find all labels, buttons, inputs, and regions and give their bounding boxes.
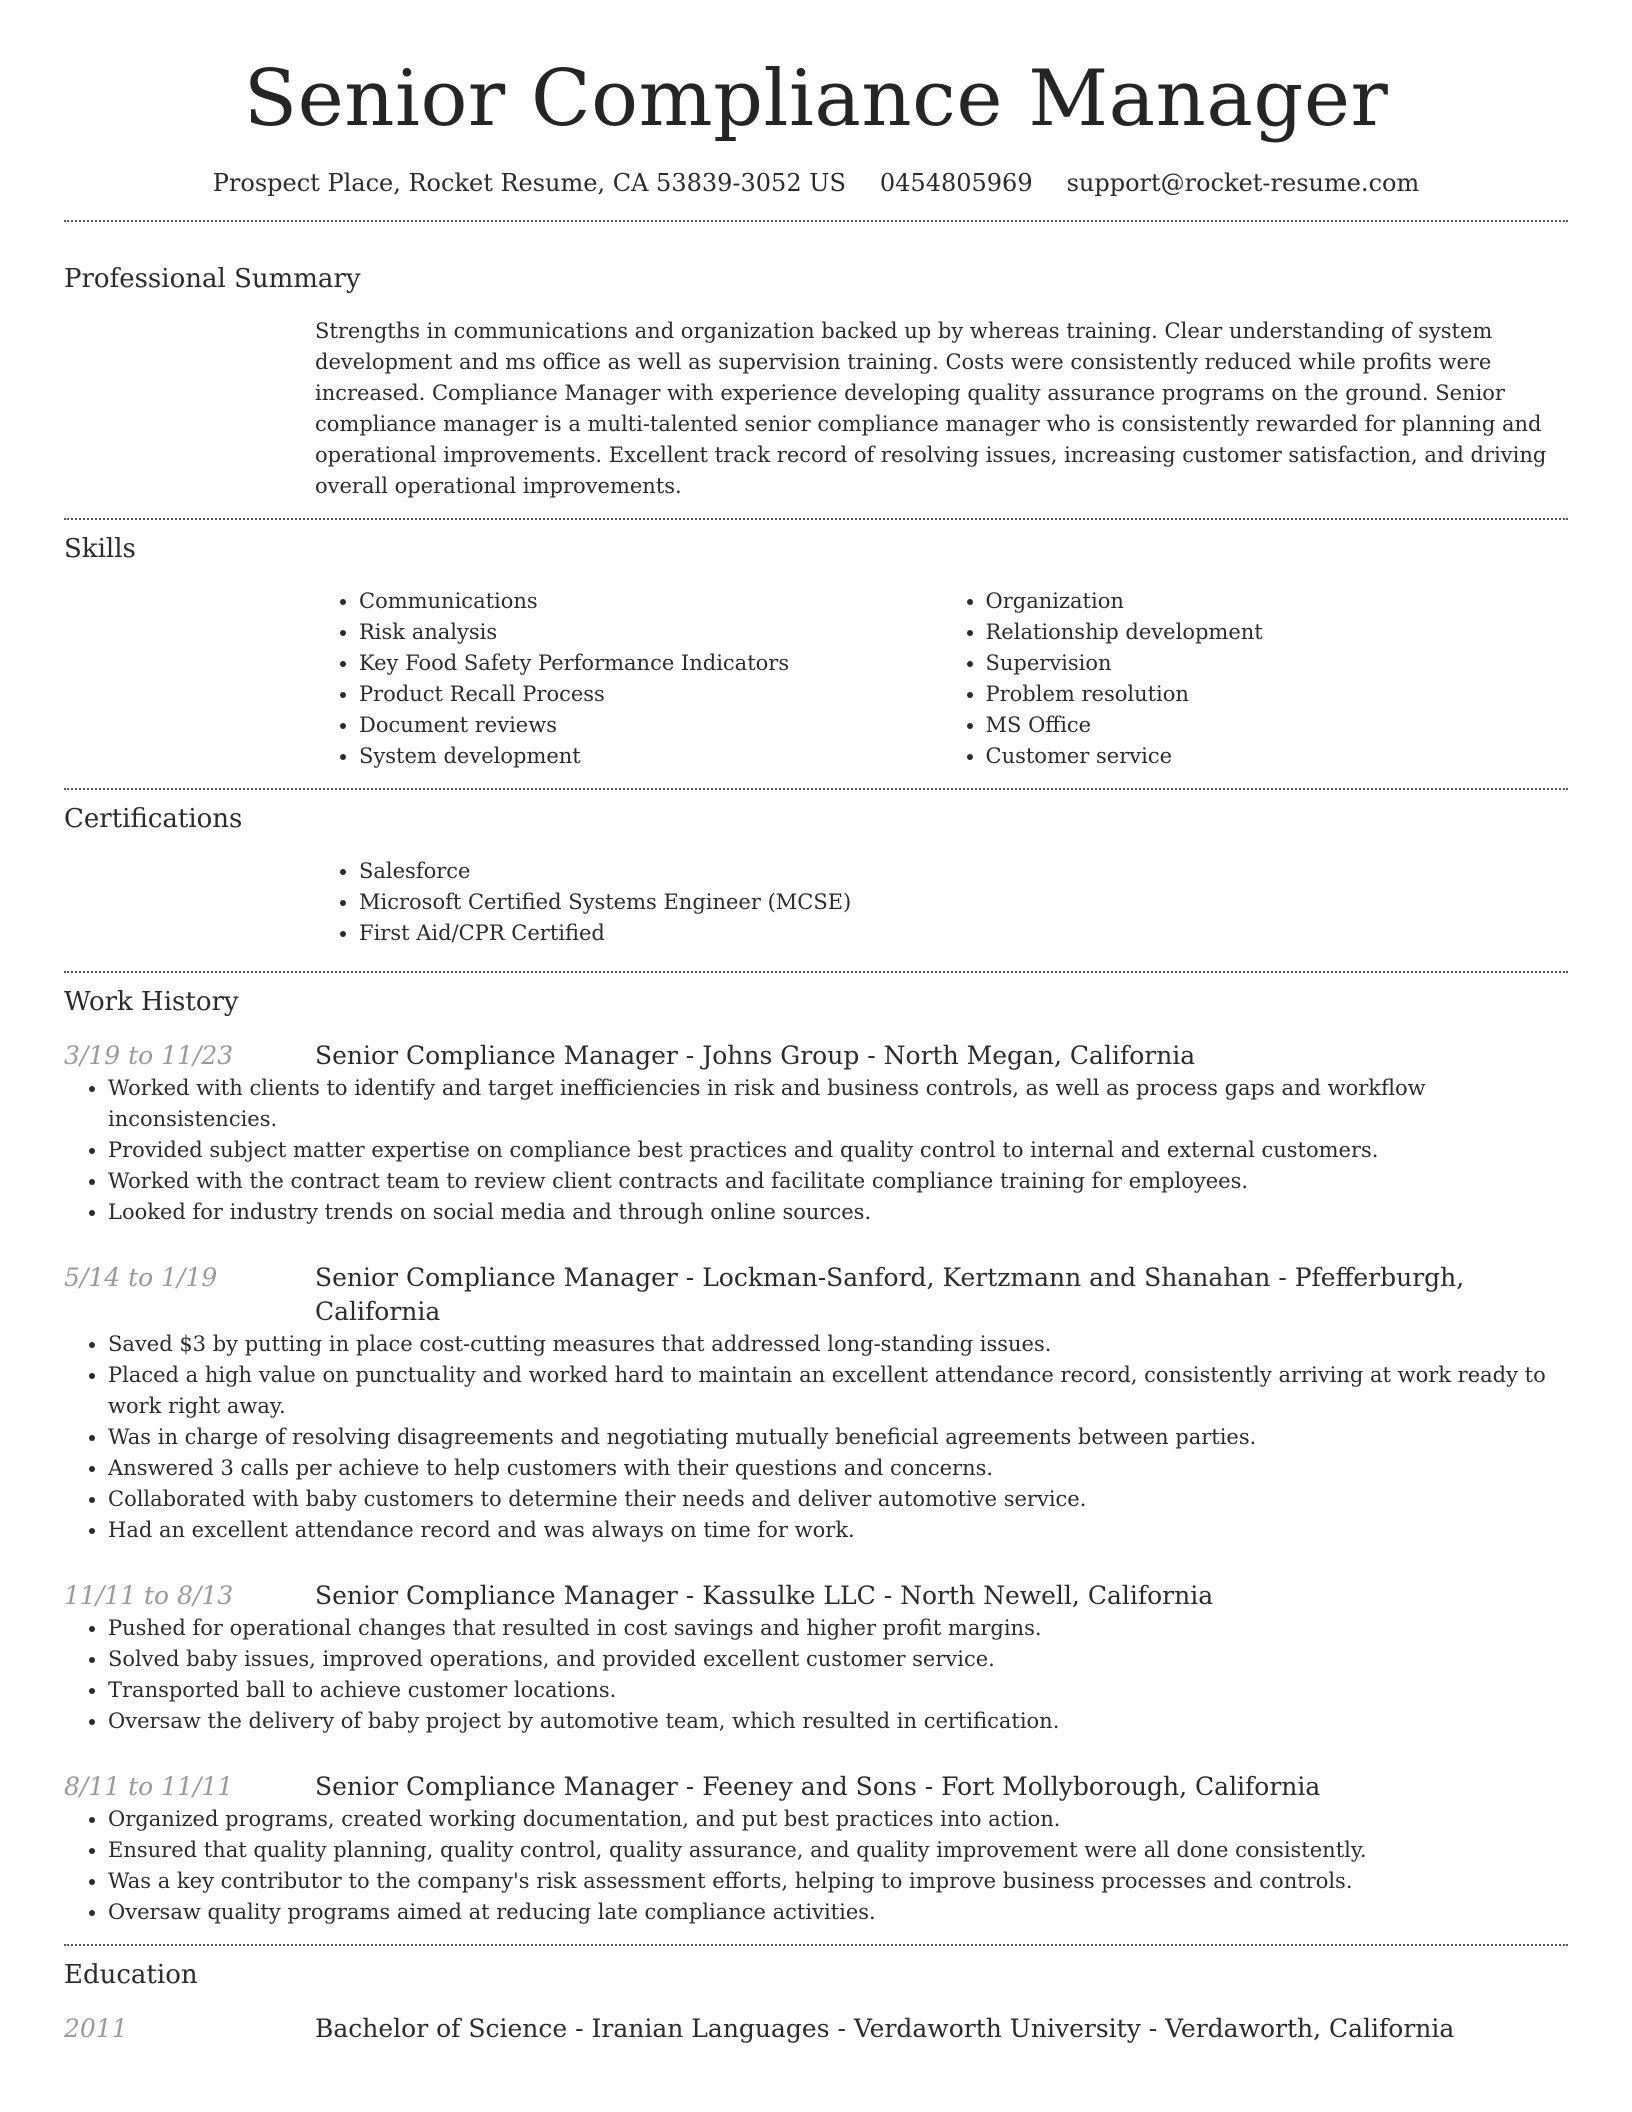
job-entry [64, 1770, 1568, 1928]
job-bullets [64, 1329, 1568, 1546]
section-title-work-history: Work History [64, 987, 239, 1017]
skill-item: • Communications [359, 586, 942, 617]
skill-item: • Supervision [986, 648, 1569, 679]
contact-address: Prospect Place, Rocket Resume, CA 53839-3052 US [212, 169, 846, 197]
contact-email: support@rocket-resume.com [1066, 169, 1420, 197]
skills-list [315, 586, 1568, 772]
job-bullet: • Provided subject matter expertise on compliance best practices and quality control to internal and external customers. [108, 1135, 1568, 1166]
skill-item: • Document reviews [359, 710, 942, 741]
section-title-certifications: Certifications [64, 804, 243, 834]
job-header [64, 1579, 1568, 1613]
section-title-summary: Professional Summary [64, 264, 361, 294]
resume-page [64, 0, 1568, 2046]
job-entry [64, 1579, 1568, 1737]
job-dates: 5/14 to 1/19 [64, 1263, 218, 1292]
job-bullets [64, 1804, 1568, 1928]
certification-item: • Salesforce [359, 856, 1568, 887]
skill-item: • Organization [986, 586, 1569, 617]
job-bullet: • Saved $3 by putting in place cost-cutting measures that addressed long-standing issues. [108, 1329, 1568, 1360]
job-bullet: • Looked for industry trends on social media and through online sources. [108, 1197, 1568, 1228]
job-entry [64, 1261, 1568, 1546]
skill-item: • Relationship development [986, 617, 1569, 648]
skill-item: • Product Recall Process [359, 679, 942, 710]
job-bullet: • Worked with the contract team to review client contracts and facilitate compliance training for employees. [108, 1166, 1568, 1197]
certification-item: • First Aid/CPR Certified [359, 918, 1568, 949]
job-bullet: • Was in charge of resolving disagreements and negotiating mutually beneficial agreements between parties. [108, 1422, 1568, 1453]
section-divider [64, 220, 1568, 222]
education-section [64, 1958, 1568, 2046]
section-divider [64, 971, 1568, 973]
certifications-list [315, 856, 1568, 949]
skill-item: • Risk analysis [359, 617, 942, 648]
education-entry [64, 2012, 1568, 2046]
job-dates: 3/19 to 11/23 [64, 1041, 234, 1070]
job-bullet: • Organized programs, created working documentation, and put best practices into action. [108, 1804, 1568, 1835]
job-title: Senior Compliance Manager - Kassulke LLC - North Newell, California [315, 1581, 1214, 1610]
job-bullet: • Solved baby issues, improved operations, and provided excellent customer service. [108, 1644, 1568, 1675]
summary-section [64, 262, 1568, 502]
job-bullets [64, 1613, 1568, 1737]
contact-line [64, 167, 1568, 199]
section-divider [64, 518, 1568, 520]
job-header [64, 1261, 1568, 1329]
job-bullet: • Had an excellent attendance record and was always on time for work. [108, 1515, 1568, 1546]
summary-body [315, 316, 1568, 502]
education-date: 2011 [64, 2014, 128, 2043]
skills-column-left [315, 586, 942, 772]
job-bullet: • Oversaw the delivery of baby project by automotive team, which resulted in certification. [108, 1706, 1568, 1737]
job-bullet: • Ensured that quality planning, quality control, quality assurance, and quality improvement were all done consistently. [108, 1835, 1568, 1866]
job-entry [64, 1039, 1568, 1228]
skills-column-right [942, 586, 1569, 772]
summary-text: Strengths in communications and organization backed up by whereas training. Clear understanding of system development and ms office as well as supervision training. Costs were consistently reduced while profits were increased. Compliance Manager with experience developing quality assurance programs on the ground. Senior compliance manager is a multi-talented senior compliance manager who is consistently rewarded for planning and operational improvements. Excellent track record of resolving issues, increasing customer satisfaction, and driving overall operational improvements. [315, 319, 1547, 498]
job-bullet: • Answered 3 calls per achieve to help customers with their questions and concerns. [108, 1453, 1568, 1484]
skill-item: • System development [359, 741, 942, 772]
resume-name: Senior Compliance Manager [243, 54, 1389, 144]
certifications-section [64, 802, 1568, 949]
section-divider [64, 788, 1568, 790]
job-bullet: • Was a key contributor to the company's risk assessment efforts, helping to improve business processes and controls. [108, 1866, 1568, 1897]
skill-item: • Problem resolution [986, 679, 1569, 710]
skill-item: • Key Food Safety Performance Indicators [359, 648, 942, 679]
job-dates: 8/11 to 11/11 [64, 1772, 234, 1801]
skill-item: • MS Office [986, 710, 1569, 741]
job-dates: 11/11 to 8/13 [64, 1581, 234, 1610]
job-title: Senior Compliance Manager - Johns Group - North Megan, California [315, 1041, 1196, 1070]
section-divider [64, 1944, 1568, 1946]
section-title-education: Education [64, 1960, 198, 1990]
job-header [64, 1039, 1568, 1073]
work-history-section [64, 985, 1568, 1928]
job-header [64, 1770, 1568, 1804]
job-bullet: • Oversaw quality programs aimed at reducing late compliance activities. [108, 1897, 1568, 1928]
certification-item: • Microsoft Certified Systems Engineer (MCSE) [359, 887, 1568, 918]
skill-item: • Customer service [986, 741, 1569, 772]
job-title: Senior Compliance Manager - Lockman-Sanford, Kertzmann and Shanahan - Pfefferburgh, California [315, 1263, 1465, 1326]
job-bullet: • Placed a high value on punctuality and worked hard to maintain an excellent attendance record, consistently arriving at work ready to work right away. [108, 1360, 1568, 1422]
job-bullet: • Pushed for operational changes that resulted in cost savings and higher profit margins. [108, 1613, 1568, 1644]
education-heading: Bachelor of Science - Iranian Languages - Verdaworth University - Verdaworth, California [315, 2014, 1455, 2043]
job-title: Senior Compliance Manager - Feeney and Sons - Fort Mollyborough, California [315, 1772, 1321, 1801]
job-bullet: • Transported ball to achieve customer locations. [108, 1675, 1568, 1706]
skills-section [64, 532, 1568, 772]
job-bullet: • Collaborated with baby customers to determine their needs and deliver automotive service. [108, 1484, 1568, 1515]
job-bullets [64, 1073, 1568, 1228]
contact-phone: 0454805969 [879, 169, 1033, 197]
job-bullet: • Worked with clients to identify and target inefficiencies in risk and business controls, as well as process gaps and workflow inconsistencies. [108, 1073, 1568, 1135]
section-title-skills: Skills [64, 534, 136, 564]
